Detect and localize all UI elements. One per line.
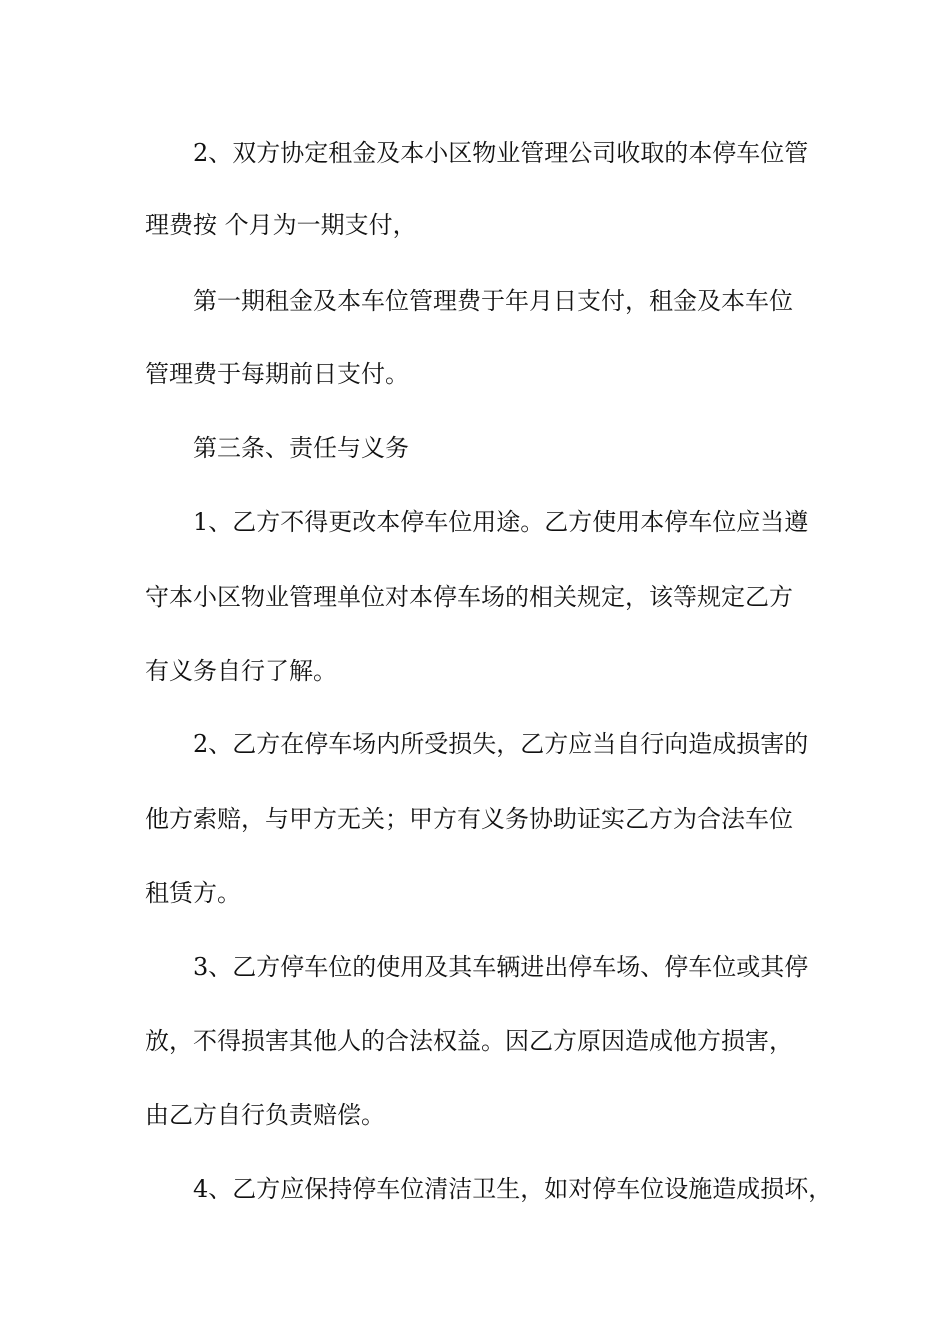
paragraph-line: 4、乙方应保持停车位清洁卫生，如对停车位设施造成损坏， xyxy=(193,1175,833,1203)
paragraph-line: 租赁方。 xyxy=(145,879,241,907)
paragraph-line: 有义务自行了解。 xyxy=(145,657,337,685)
paragraph-line: 2、乙方在停车场内所受损失，乙方应当自行向造成损害的 xyxy=(193,730,809,758)
section-heading: 第三条、责任与义务 xyxy=(193,434,409,462)
paragraph-line: 他方索赔，与甲方无关；甲方有义务协助证实乙方为合法车位 xyxy=(145,805,793,833)
paragraph-line: 2、双方协定租金及本小区物业管理公司收取的本停车位管 xyxy=(193,139,809,167)
paragraph-line: 3、乙方停车位的使用及其车辆进出停车场、停车位或其停 xyxy=(193,953,809,981)
paragraph-line: 理费按 个月为一期支付， xyxy=(145,211,417,239)
paragraph-line: 第一期租金及本车位管理费于年月日支付，租金及本车位 xyxy=(193,287,793,315)
paragraph-line: 1、乙方不得更改本停车位用途。乙方使用本停车位应当遵 xyxy=(193,508,809,536)
paragraph-line: 管理费于每期前日支付。 xyxy=(145,360,409,388)
paragraph-line: 由乙方自行负责赔偿。 xyxy=(145,1101,385,1129)
paragraph-line: 放，不得损害其他人的合法权益。因乙方原因造成他方损害， xyxy=(145,1027,793,1055)
paragraph-line: 守本小区物业管理单位对本停车场的相关规定，该等规定乙方 xyxy=(145,583,793,611)
